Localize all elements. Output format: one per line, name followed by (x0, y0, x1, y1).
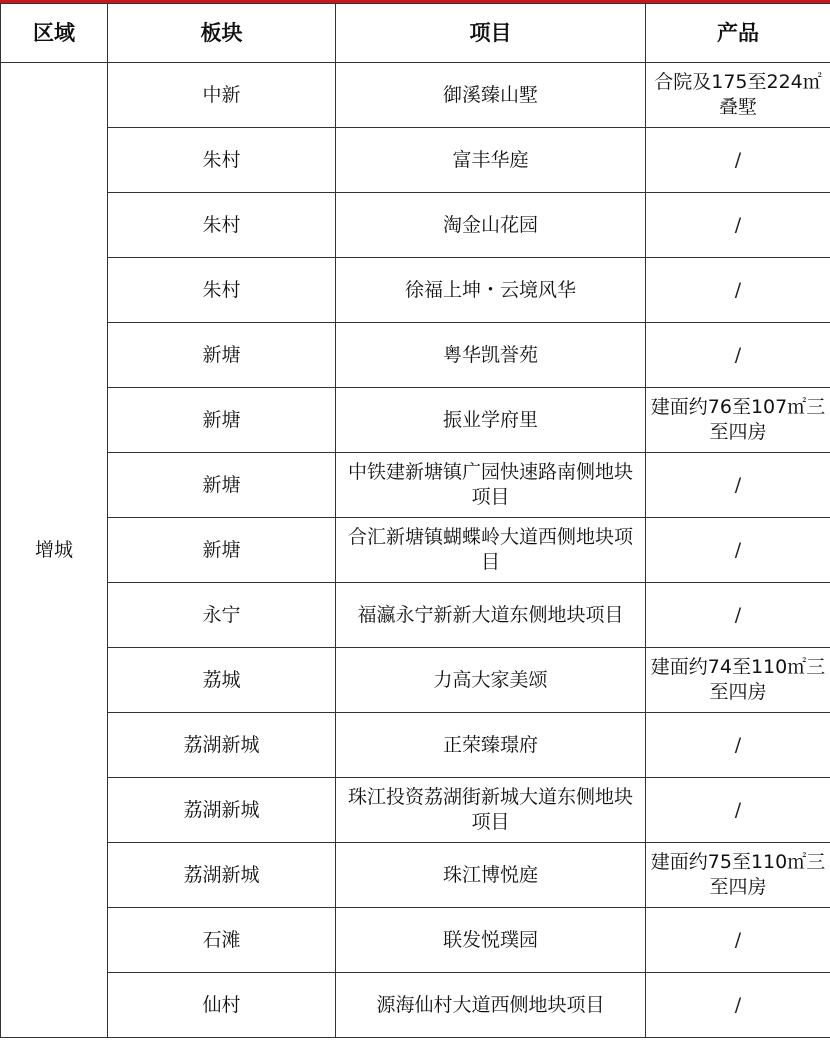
product-cell: / (646, 973, 830, 1038)
sector-cell: 朱村 (108, 258, 336, 323)
table-row (1, 258, 830, 323)
district-cell: 增城 (1, 63, 108, 1038)
sector-cell: 荔湖新城 (108, 843, 336, 908)
sector-cell: 新塘 (108, 518, 336, 583)
table-row (1, 388, 830, 453)
table-body (1, 63, 830, 1038)
product-cell: / (646, 193, 830, 258)
project-cell: 中铁建新塘镇广园快速路南侧地块项目 (336, 453, 646, 518)
table-row (1, 63, 830, 128)
header-district: 区域 (1, 4, 108, 63)
table-row (1, 193, 830, 258)
table-row (1, 453, 830, 518)
sector-cell: 永宁 (108, 583, 336, 648)
product-cell: / (646, 258, 830, 323)
sector-cell: 荔湖新城 (108, 713, 336, 778)
table-row (1, 973, 830, 1038)
sector-cell: 朱村 (108, 128, 336, 193)
product-cell: / (646, 323, 830, 388)
product-cell: 合院及175至224㎡叠墅 (646, 63, 830, 128)
table-row (1, 323, 830, 388)
project-cell: 合汇新塘镇蝴蝶岭大道西侧地块项目 (336, 518, 646, 583)
project-cell: 福瀛永宁新新大道东侧地块项目 (336, 583, 646, 648)
product-cell: / (646, 453, 830, 518)
product-cell: / (646, 583, 830, 648)
sector-cell: 新塘 (108, 453, 336, 518)
table-row (1, 778, 830, 843)
project-cell: 力高大家美颂 (336, 648, 646, 713)
table-row (1, 128, 830, 193)
table-row (1, 713, 830, 778)
product-cell: 建面约75至110㎡三至四房 (646, 843, 830, 908)
project-cell: 御溪臻山墅 (336, 63, 646, 128)
header-sector: 板块 (108, 4, 336, 63)
sector-cell: 荔湖新城 (108, 778, 336, 843)
project-cell: 淘金山花园 (336, 193, 646, 258)
project-cell: 粤华凯誉苑 (336, 323, 646, 388)
table-row (1, 843, 830, 908)
product-cell: / (646, 518, 830, 583)
table-row (1, 583, 830, 648)
table-row (1, 518, 830, 583)
project-cell: 珠江博悦庭 (336, 843, 646, 908)
table-row (1, 648, 830, 713)
project-cell: 珠江投资荔湖街新城大道东侧地块项目 (336, 778, 646, 843)
project-cell: 联发悦璞园 (336, 908, 646, 973)
product-cell: / (646, 713, 830, 778)
sector-cell: 仙村 (108, 973, 336, 1038)
table-header-row (1, 4, 830, 63)
sector-cell: 朱村 (108, 193, 336, 258)
product-cell: / (646, 908, 830, 973)
product-cell: 建面约76至107㎡三至四房 (646, 388, 830, 453)
project-cell: 正荣臻璟府 (336, 713, 646, 778)
project-table (0, 3, 830, 1038)
sector-cell: 中新 (108, 63, 336, 128)
project-cell: 富丰华庭 (336, 128, 646, 193)
product-cell: / (646, 128, 830, 193)
table-row (1, 908, 830, 973)
header-project: 项目 (336, 4, 646, 63)
sector-cell: 新塘 (108, 323, 336, 388)
project-cell: 源海仙村大道西侧地块项目 (336, 973, 646, 1038)
project-cell: 振业学府里 (336, 388, 646, 453)
product-cell: / (646, 778, 830, 843)
project-cell: 徐福上坤・云境风华 (336, 258, 646, 323)
sector-cell: 新塘 (108, 388, 336, 453)
product-cell: 建面约74至110㎡三至四房 (646, 648, 830, 713)
header-product: 产品 (646, 4, 830, 63)
sector-cell: 荔城 (108, 648, 336, 713)
sector-cell: 石滩 (108, 908, 336, 973)
